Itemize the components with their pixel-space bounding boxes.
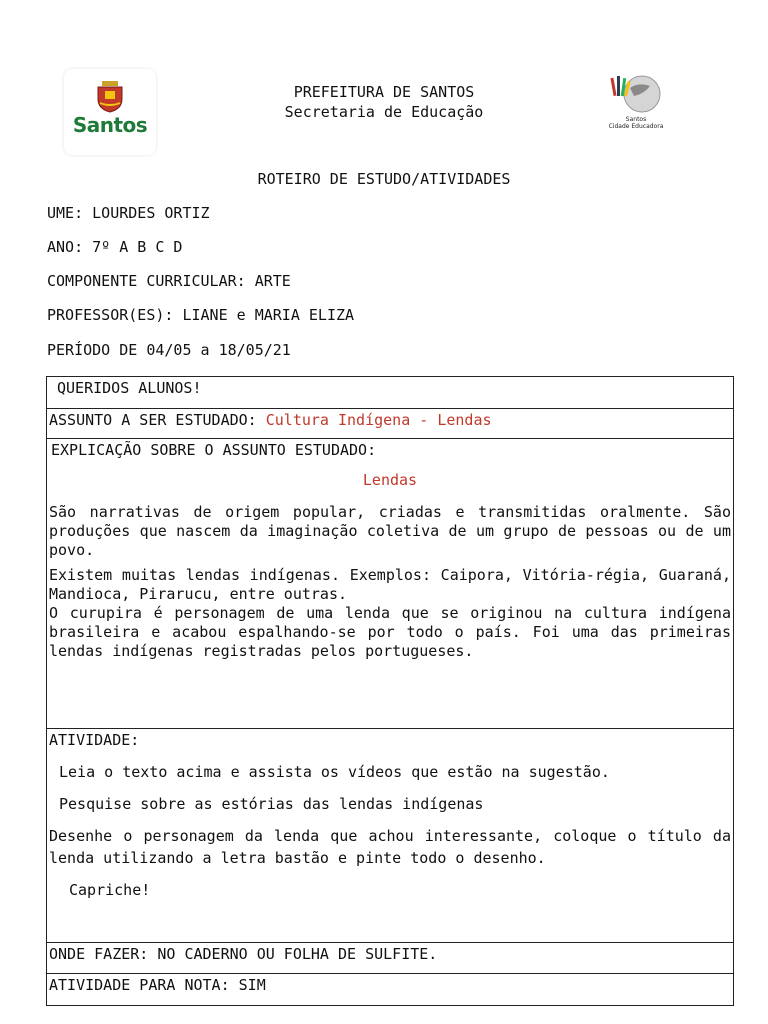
header-line-1: PREFEITURA DE SANTOS [293,83,475,101]
nota-text: ATIVIDADE PARA NOTA: SIM [49,976,266,994]
explicacao-paragraph-1: São narrativas de origem popular, criadas e transmitidas oralmente. São produções que nascem da imaginação coletiva de um grupo de pessoas ou de um povo. [49,503,731,559]
info-ano: ANO: 7º A B C D [47,238,183,256]
hands-globe-icon [604,72,668,116]
atividade-item-2: Pesquise sobre as estórias das lendas indígenas [59,795,484,813]
assunto-label: ASSUNTO A SER ESTUDADO: [49,411,266,429]
atividade-item-3: Desenhe o personagem da lenda que achou interessante, coloque o título da lenda utilizando a letra bastão e pinte todo o desenho. [49,827,731,867]
row-onde-fazer [47,943,733,974]
header-line-2: Secretaria de Educação [284,103,484,121]
info-professor: PROFESSOR(ES): LIANE e MARIA ELIZA [47,306,355,324]
greeting-text: QUERIDOS ALUNOS! [57,379,202,397]
santos-logo-text: Santos [72,113,148,137]
cidade-educadora-logo [604,72,668,132]
atividade-item-1: Leia o texto acima e assista os vídeos que estão na sugestão. [59,763,610,781]
logo-caption-1: Santos [625,116,647,123]
row-nota [47,974,733,1005]
atividade-item-4: Capriche! [69,881,151,899]
row-atividade [47,729,733,943]
info-periodo: PERÍODO DE 04/05 a 18/05/21 [47,341,291,359]
row-explicacao [47,439,733,729]
explicacao-paragraph-3: O curupira é personagem de uma lenda que se originou na cultura indígena brasileira e acabou espalhando-se por todo o país. Foi uma das primeiras lendas indígenas registradas pelos portugueses. [49,604,731,660]
logo-caption-2: Cidade Educadora [608,123,664,130]
study-table [46,376,734,1006]
row-greeting [47,377,733,409]
onde-fazer-text: ONDE FAZER: NO CADERNO OU FOLHA DE SULFITE. [49,945,438,963]
info-ume: UME: LOURDES ORTIZ [47,204,210,222]
atividade-label: ATIVIDADE: [49,731,140,749]
info-componente: COMPONENTE CURRICULAR: ARTE [47,272,291,290]
explicacao-label: EXPLICAÇÃO SOBRE O ASSUNTO ESTUDADO: [51,441,377,459]
explicacao-title: Lendas [362,471,418,489]
assunto-value: Cultura Indígena - Lendas [265,411,492,429]
explicacao-paragraph-2: Existem muitas lendas indígenas. Exemplos: Caipora, Vitória-régia, Guaraná, Mandioca, Pirarucu, entre outras. [49,566,731,603]
page-title: ROTEIRO DE ESTUDO/ATIVIDADES [257,170,511,188]
row-assunto [47,409,733,439]
